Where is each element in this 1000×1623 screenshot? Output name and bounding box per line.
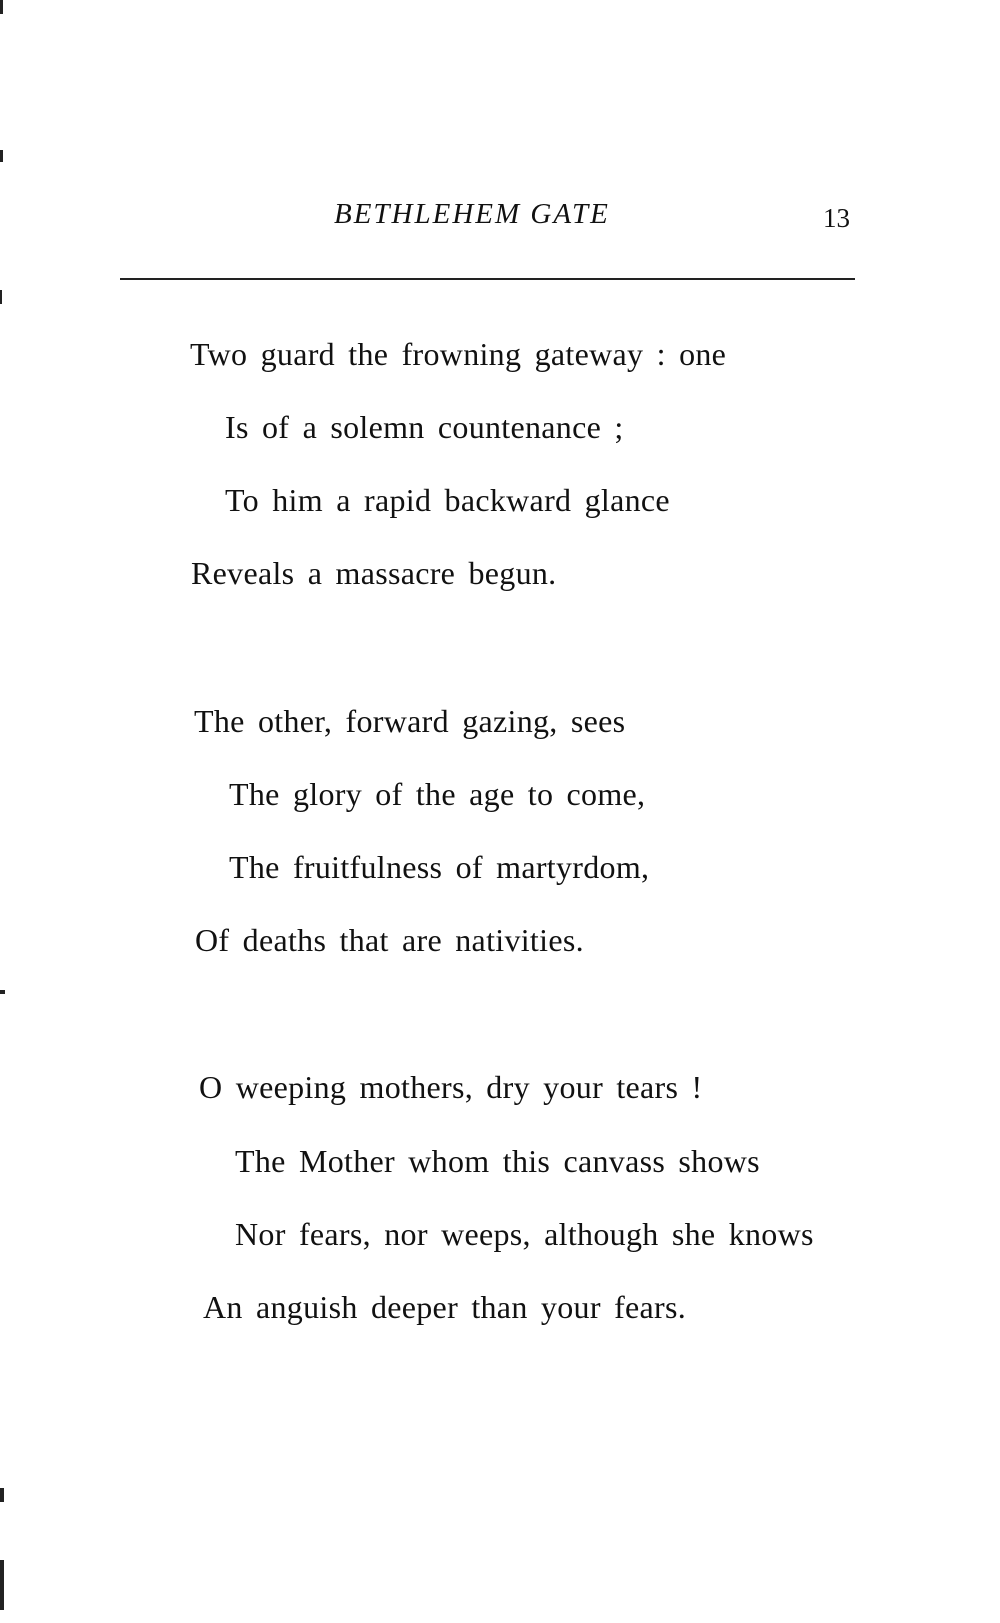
poem-line: The other, forward gazing, sees: [194, 703, 626, 739]
running-title: BETHLEHEM GATE: [334, 198, 610, 230]
poem-line: Nor fears, nor weeps, although she knows: [235, 1216, 814, 1252]
header-rule: [120, 278, 855, 280]
poem-line: Two guard the frowning gateway : one: [190, 336, 727, 372]
poem-line: The fruitfulness of martyrdom,: [229, 849, 650, 885]
poem-line: The glory of the age to come,: [229, 776, 646, 812]
poem-line: An anguish deeper than your fears.: [203, 1289, 687, 1325]
poem-line: Of deaths that are nativities.: [195, 922, 584, 958]
poem-line: Is of a solemn countenance ;: [225, 409, 624, 445]
poem-line: Reveals a massacre begun.: [191, 555, 557, 591]
poem-line: The Mother whom this canvass shows: [235, 1143, 760, 1179]
poem-line: To him a rapid backward glance: [225, 482, 670, 518]
poem-line: O weeping mothers, dry your tears !: [199, 1069, 703, 1105]
page-edge-marks: [0, 0, 12, 1623]
page-number: 13: [823, 203, 850, 233]
